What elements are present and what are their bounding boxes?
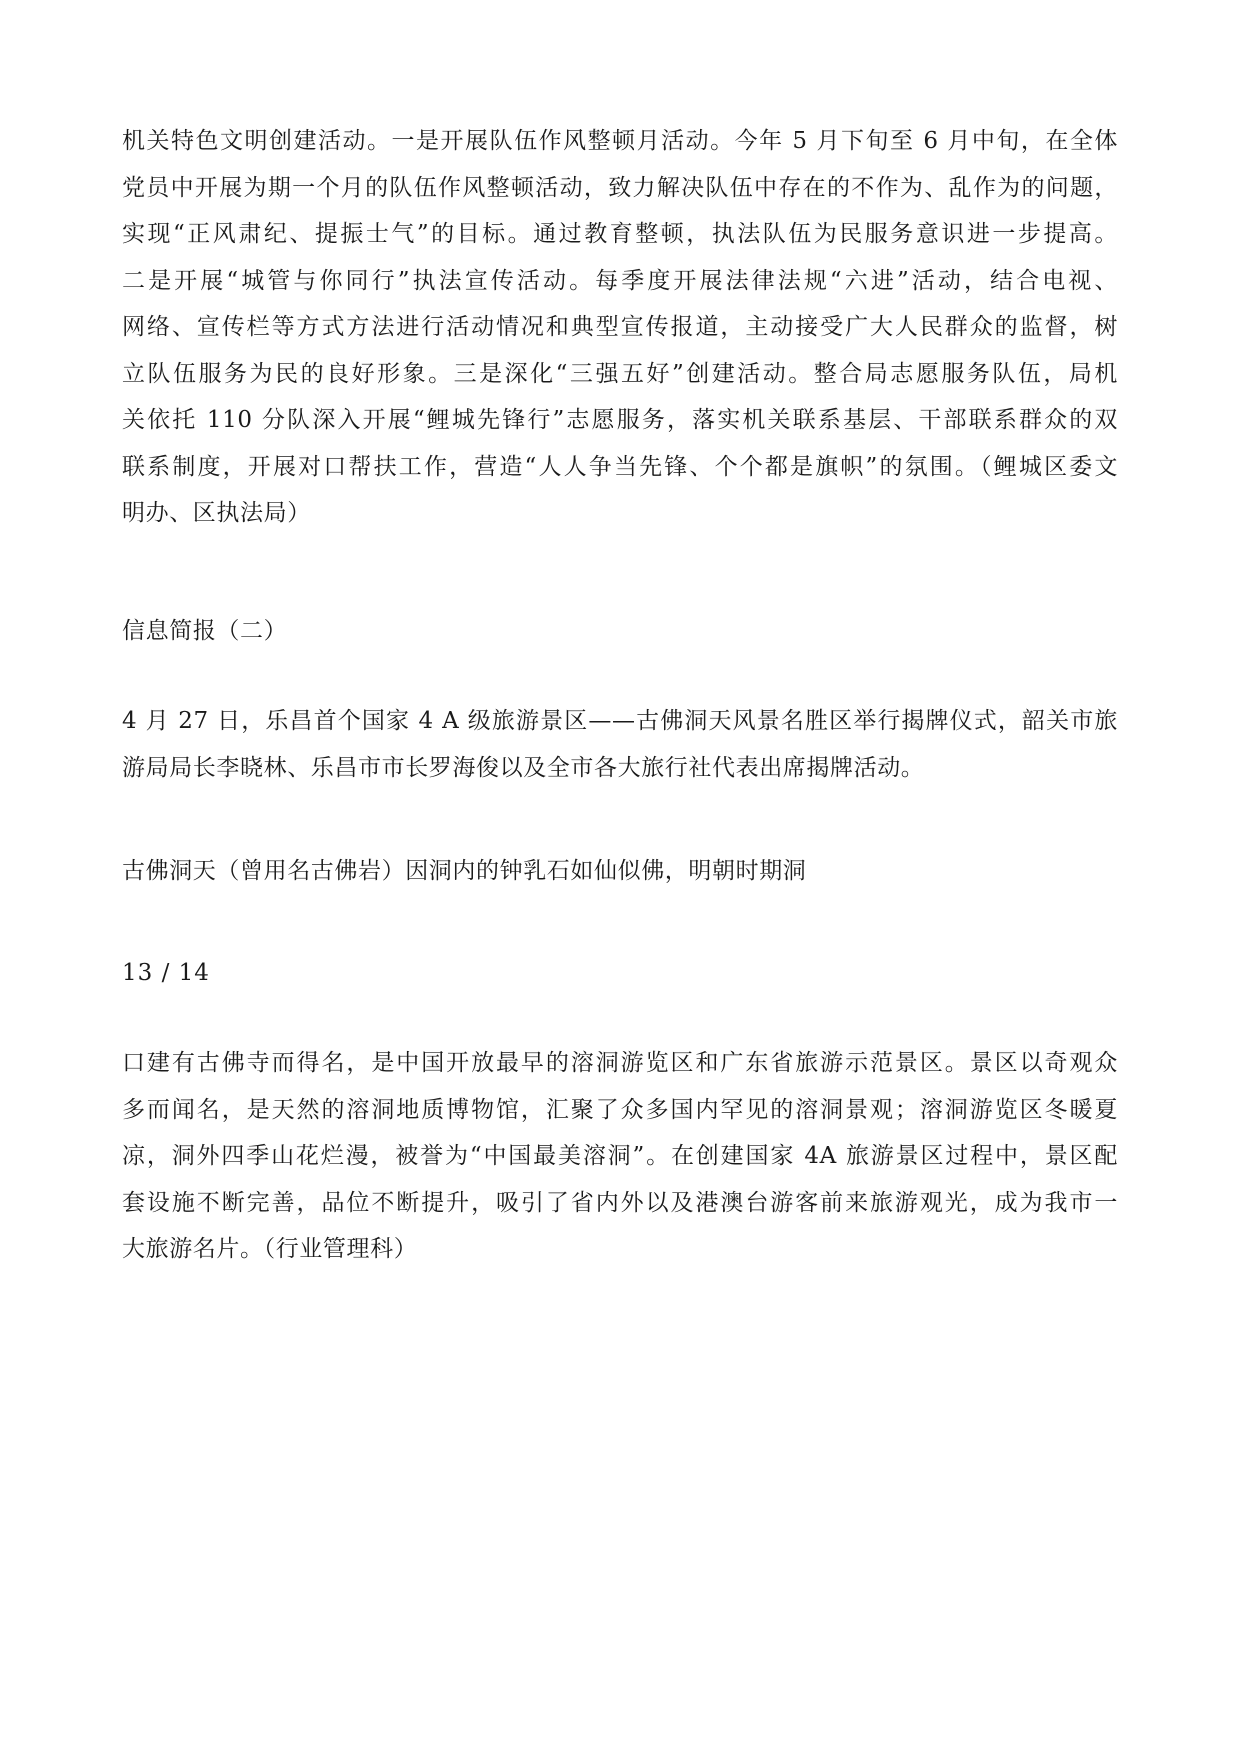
text-line: 二是开展“城管与你同行”执法宣传活动。每季度开展法律法规“六进”活动，结合电视、 [122,267,1118,294]
text-line: 古佛洞天（曾用名古佛岩）因洞内的钟乳石如仙似佛，明朝时期洞 [122,858,807,884]
text-line: 立队伍服务为民的良好形象。三是深化“三强五好”创建活动。整合局志愿服务队伍，局机 [122,360,1118,387]
text-line: 关依托 110 分队深入开展“鲤城先锋行”志愿服务，落实机关联系基层、干部联系群众的双 [122,407,1118,433]
text-line: 联系制度，开展对口帮扶工作，营造“人人争当先锋、个个都是旗帜”的氛围。（鲤城区委文 [122,453,1118,480]
text-line: 大旅游名片。（行业管理科） [122,1236,418,1262]
text-line: 实现“正风肃纪、提振士气”的目标。通过教育整顿，执法队伍为民服务意识进一步提高。 [122,221,1118,247]
text-line: 机关特色文明创建活动。一是开展队伍作风整顿月活动。今年 5 月下旬至 6 月中旬，在全体 [122,128,1118,154]
section-heading-briefing-2 [122,608,1118,655]
text-line: 游局局长李晓林、乐昌市市长罗海俊以及全市各大旅行社代表出席揭牌活动。 [122,754,925,781]
text-line: 套设施不断完善，品位不断提升，吸引了省内外以及港澳台游客前来旅游观光，成为我市一 [122,1189,1118,1216]
text-line: 口建有古佛寺而得名，是中国开放最早的溶洞游览区和广东省旅游示范景区。景区以奇观众 [122,1050,1118,1076]
page-number [122,950,1118,997]
text-line: 多而闻名，是天然的溶洞地质博物馆，汇聚了众多国内罕见的溶洞景观；溶洞游览区冬暖夏 [122,1096,1118,1123]
text-line: 明办、区执法局） [122,500,311,526]
text-line: 4 月 27 日，乐昌首个国家 4 A 级旅游景区——古佛洞天风景名胜区举行揭牌仪式，韶关市旅 [122,708,1118,734]
text-line: 党员中开展为期一个月的队伍作风整顿活动，致力解决队伍中存在的不作为、乱作为的问题， [122,174,1118,201]
text-line: 凉，洞外四季山花烂漫，被誉为“中国最美溶洞”。在创建国家 4A 旅游景区过程中，景区配 [122,1143,1118,1169]
page-number-text: 13 / 14 [122,960,210,986]
paragraph-gufo-cave-intro [122,848,1118,895]
heading-text: 信息简报（二） [122,618,288,644]
paragraph-unveiling-ceremony [122,698,1118,791]
paragraph-civilization-activities [122,118,1118,537]
text-line: 网络、宣传栏等方式方法进行活动情况和典型宣传报道，主动接受广大人民群众的监督，树 [122,314,1118,340]
paragraph-gufo-cave-details [122,1040,1118,1273]
